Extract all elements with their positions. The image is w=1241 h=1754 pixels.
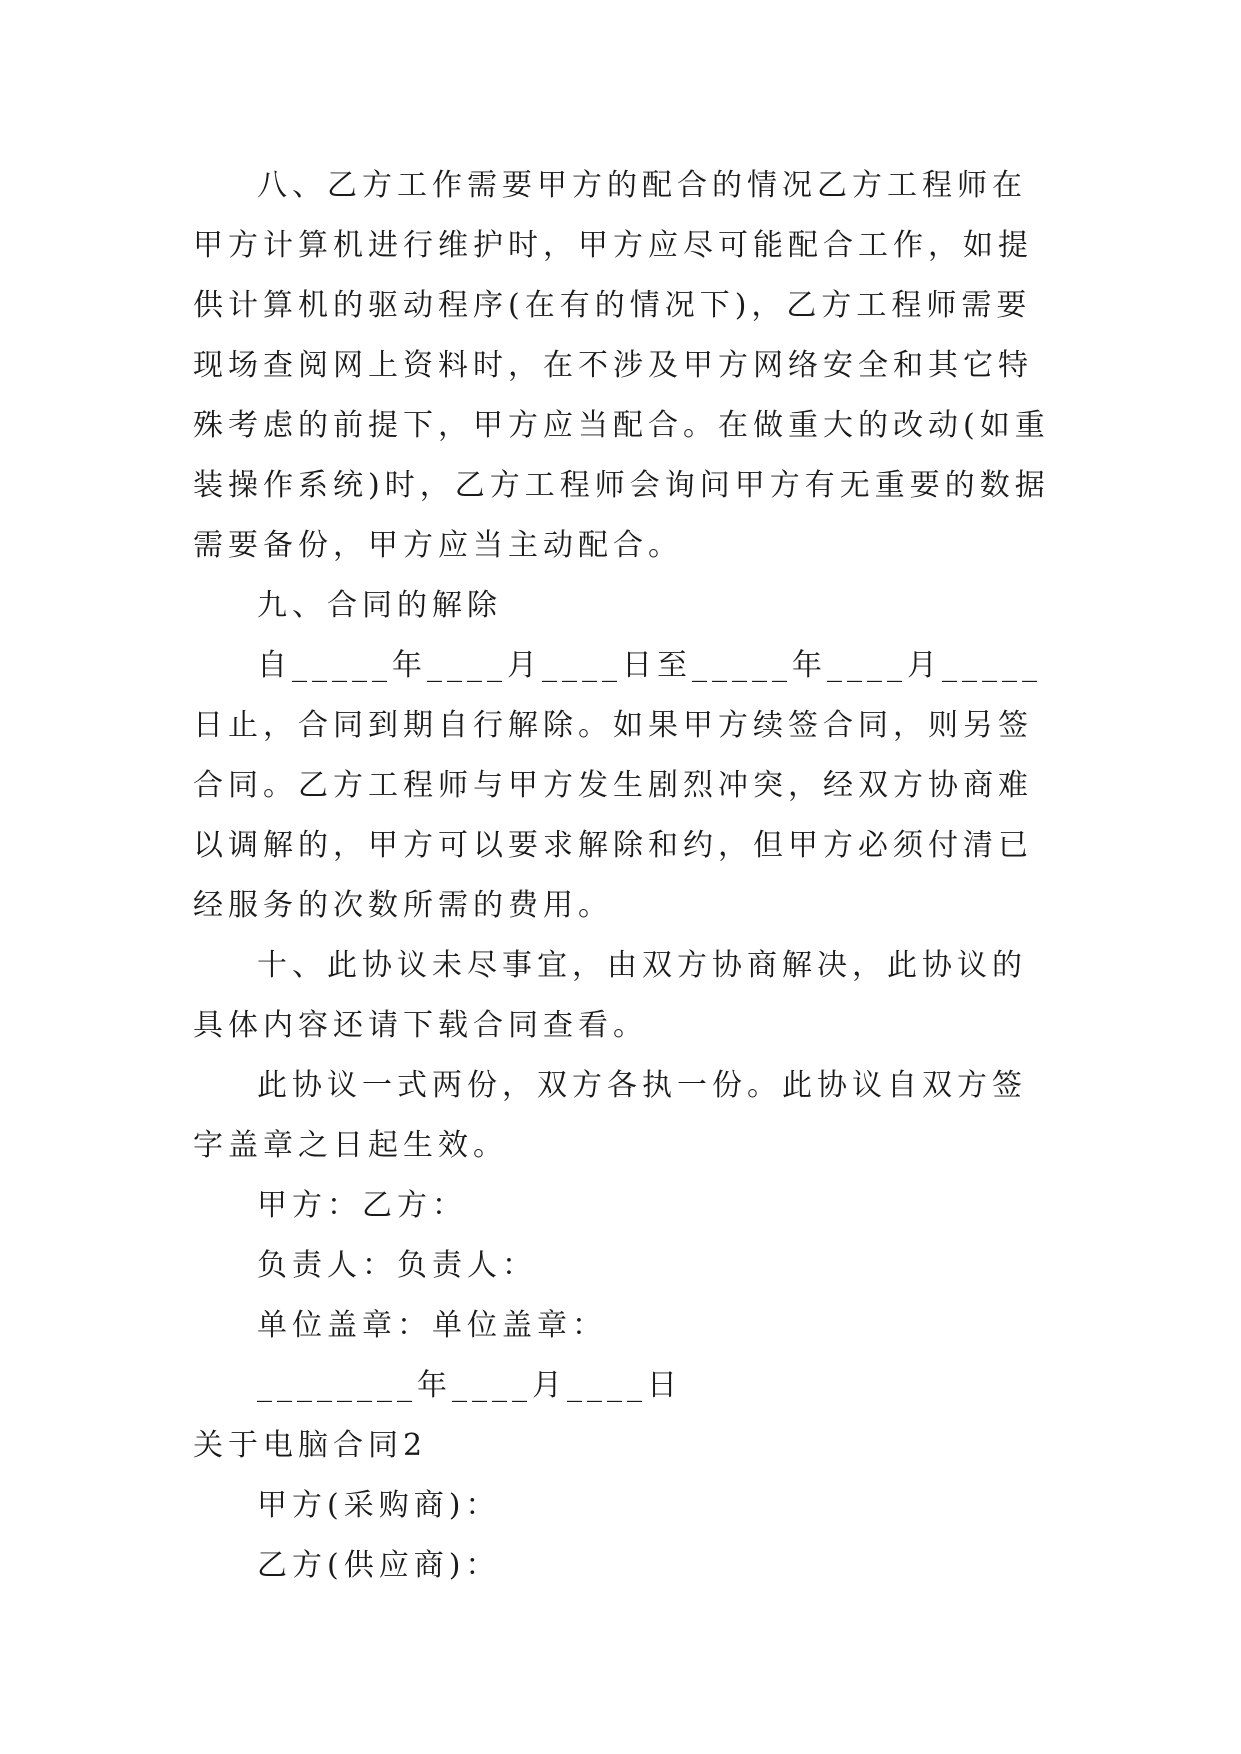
document-page	[193, 156, 1053, 1596]
clause-9-heading: 九、合同的解除	[257, 588, 502, 623]
date-line: ________年____月____日	[257, 1368, 682, 1403]
copies-paragraph: 此协议一式两份，双方各执一份。此协议自双方签字盖章之日起生效。	[193, 1068, 1027, 1163]
party-signature-line: 甲方：乙方：	[257, 1188, 467, 1223]
seal-signature-line: 单位盖章：单位盖章：	[257, 1308, 607, 1343]
buyer-line: 甲方(采购商)：	[257, 1488, 501, 1523]
contract-2-title: 关于电脑合同2	[193, 1428, 428, 1463]
clause-10-paragraph: 十、此协议未尽事宜，由双方协商解决，此协议的具体内容还请下载合同查看。	[193, 948, 1027, 1043]
principal-signature-line: 负责人：负责人：	[257, 1248, 537, 1283]
clause-9-paragraph: 自_____年____月____日至_____年____月_____日止，合同到期自行解除。如果甲方续签合同，则另签合同。乙方工程师与甲方发生剧烈冲突，经双方协商难以调解的，甲方可以要求解除和约，但甲方必须付清已经服务的次数所需的费用。	[193, 648, 1042, 923]
clause-8-paragraph: 八、乙方工作需要甲方的配合的情况乙方工程师在甲方计算机进行维护时，甲方应尽可能配合工作，如提供计算机的驱动程序(在有的情况下)，乙方工程师需要现场查阅网上资料时，在不涉及甲方网络安全和其它特殊考虑的前提下，甲方应当配合。在做重大的改动(如重装操作系统)时，乙方工程师会询问甲方有无重要的数据需要备份，甲方应当主动配合。	[193, 168, 1050, 563]
supplier-line: 乙方(供应商)：	[257, 1548, 501, 1583]
